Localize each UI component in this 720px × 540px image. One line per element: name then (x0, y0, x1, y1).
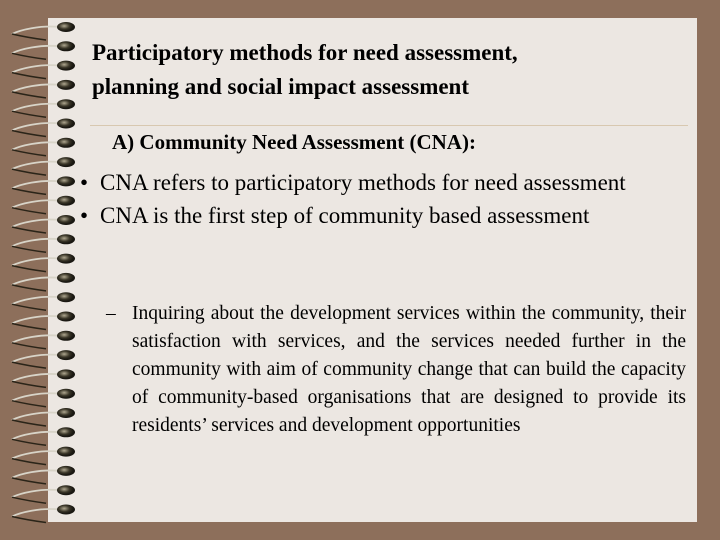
slide-title (92, 36, 518, 104)
ring-wire (12, 27, 60, 34)
ring-hole (57, 196, 75, 206)
ring-wire (12, 220, 60, 227)
ring-hole (57, 273, 75, 283)
ring-wire (12, 104, 60, 111)
ring-wire (12, 374, 60, 381)
title-line-2: planning and social impact assessment (92, 74, 470, 99)
ring-wire (12, 355, 60, 362)
ring-wire (12, 142, 60, 149)
ring-wire (12, 509, 60, 516)
ring-wire (12, 451, 60, 458)
ring-hole (57, 485, 75, 495)
ring-hole (57, 350, 75, 360)
ring-wire (12, 490, 60, 497)
ring-wire (12, 239, 60, 246)
ring-hole (57, 331, 75, 341)
ring-wire (12, 46, 60, 53)
ring-wire (12, 162, 60, 169)
ring-hole (57, 157, 75, 167)
ring-hole (57, 447, 75, 457)
ring-wire (12, 200, 60, 207)
bullet-marker: • (80, 203, 89, 228)
bullet-text: CNA refers to participatory methods for need assessment (100, 170, 626, 195)
sub-bullet-text: Inquiring about the development services within the community, their satisfaction with services, and the services needed further in the community with aim of community change that can build the capacity of community-based organisations that are designed to provide its residents’ services and development opportunities (132, 303, 686, 436)
ring-hole (57, 176, 75, 186)
ring-wire (12, 413, 60, 420)
ring-hole (57, 22, 75, 32)
ring-hole (57, 292, 75, 302)
ring-hole (57, 61, 75, 71)
ring-hole (57, 119, 75, 129)
ring-wire (12, 277, 60, 284)
ring-hole (57, 41, 75, 51)
ring-hole (57, 389, 75, 399)
ring-wire (12, 258, 60, 265)
sub-bullet-marker: – (106, 303, 116, 324)
bullet-item (80, 166, 680, 199)
spiral-binding-icon (0, 0, 90, 540)
ring-wire (12, 432, 60, 439)
ring-hole (57, 138, 75, 148)
divider (90, 125, 688, 126)
title-line-1: Participatory methods for need assessment, (92, 40, 518, 65)
ring-wire (12, 181, 60, 188)
ring-wire (12, 84, 60, 91)
ring-hole (57, 215, 75, 225)
bullet-marker: • (80, 170, 89, 195)
ring-hole (57, 466, 75, 476)
bullet-text: CNA is the first step of community based assessment (100, 203, 590, 228)
ring-wire (12, 335, 60, 342)
ring-wire (12, 123, 60, 130)
ring-wire (12, 393, 60, 400)
ring-wire (12, 316, 60, 323)
ring-hole (57, 99, 75, 109)
ring-hole (57, 254, 75, 264)
section-heading: A) Community Need Assessment (CNA): (112, 130, 476, 154)
ring-hole (57, 312, 75, 322)
sub-bullet (106, 300, 686, 440)
ring-hole (57, 505, 75, 515)
ring-wire (12, 65, 60, 72)
ring-wire (12, 297, 60, 304)
ring-wire (12, 470, 60, 477)
ring-hole (57, 369, 75, 379)
ring-hole (57, 408, 75, 418)
bullet-list (80, 166, 680, 232)
ring-hole (57, 234, 75, 244)
ring-hole (57, 427, 75, 437)
ring-hole (57, 80, 75, 90)
bullet-item (80, 199, 680, 232)
